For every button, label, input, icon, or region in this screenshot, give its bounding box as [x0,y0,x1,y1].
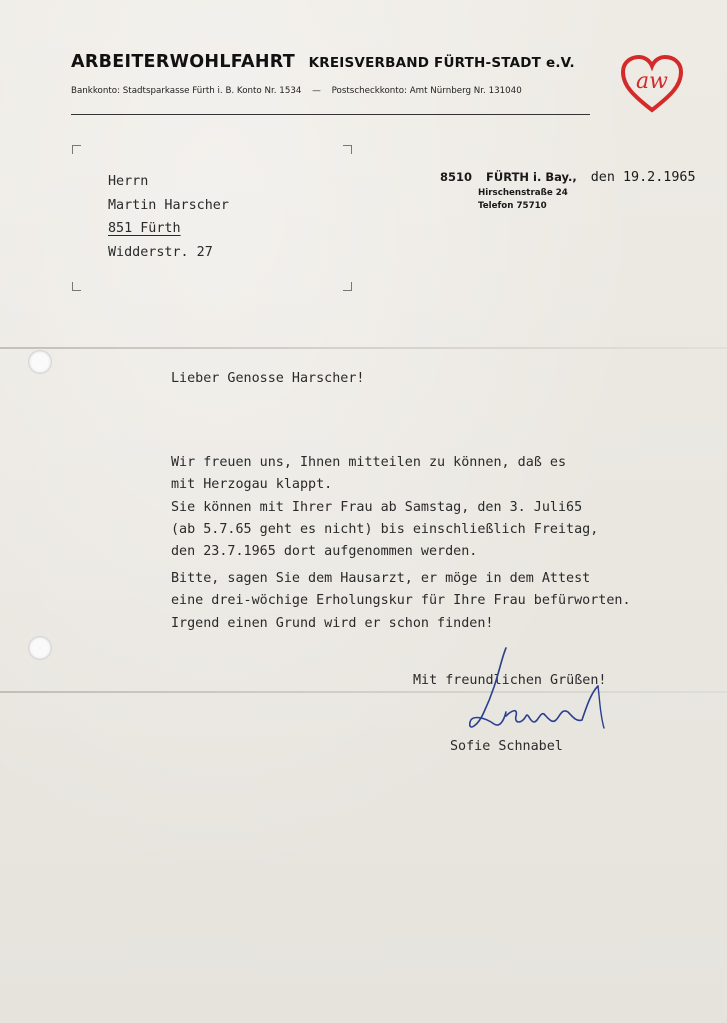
address-window-mark [343,282,352,291]
body-line: Sie können mit Ihrer Frau ab Samstag, den 3. Juli65 [171,499,583,515]
sender-phone: Telefon 75710 [478,201,547,211]
letter-greeting: Lieber Genosse Harscher! [171,371,365,386]
sender-street: Hirschenstraße 24 [478,188,568,198]
svg-text:aw: aw [636,69,668,94]
letter-date: den 19.2.1965 [590,170,696,185]
punch-hole [28,350,52,374]
body-paragraph-1 [171,452,598,563]
body-line: Bitte, sagen Sie dem Hausarzt, er möge in dem Attest [171,571,591,586]
letter-closing: Mit freundlichen Grüßen! [413,673,607,688]
body-paragraph-2 [171,568,631,635]
recipient-name: Martin Harscher [108,197,229,213]
recipient-salutation: Herrn [108,174,149,189]
letterhead-rule [71,114,590,115]
recipient-address [108,170,229,264]
punch-hole [28,636,52,660]
handwritten-signature [464,642,614,742]
letterhead-organization [71,52,575,72]
body-line: eine drei-wöchige Erholungskur für Ihre Frau befürworten. [171,593,631,609]
sender-postcode: 8510 [440,170,473,184]
sender-city: FÜRTH i. Bay., [486,170,577,184]
sender-block [440,170,696,211]
address-window-mark [343,145,352,154]
body-line: Wir freuen uns, Ihnen mitteilen zu können, daß es [171,455,567,470]
address-window-mark [72,145,81,154]
letterhead-bank-details [71,86,522,96]
bank-account: Bankkonto: Stadtsparkasse Fürth i. B. Konto Nr. 1534 [71,86,302,96]
organization-name: ARBEITERWOHLFAHRT [71,52,296,72]
body-line: (ab 5.7.65 geht es nicht) bis einschließlich Freitag, [171,521,599,537]
aw-heart-logo [620,54,684,114]
organization-subtitle: KREISVERBAND FÜRTH-STADT e.V. [308,55,575,71]
postal-account: Postscheckkonto: Amt Nürnberg Nr. 131040 [331,86,522,96]
address-window-mark [72,282,81,291]
recipient-city: 851 Fürth [108,221,181,236]
signatory-name: Sofie Schnabel [450,739,563,754]
body-line: den 23.7.1965 dort aufgenommen werden. [171,544,478,560]
separator-dash: — [312,86,321,96]
body-line: Irgend einen Grund wird er schon finden! [171,615,494,631]
body-line: mit Herzogau klappt. [171,477,333,493]
fold-crease [0,347,727,349]
recipient-street: Widderstr. 27 [108,244,213,260]
fold-crease [0,691,727,693]
